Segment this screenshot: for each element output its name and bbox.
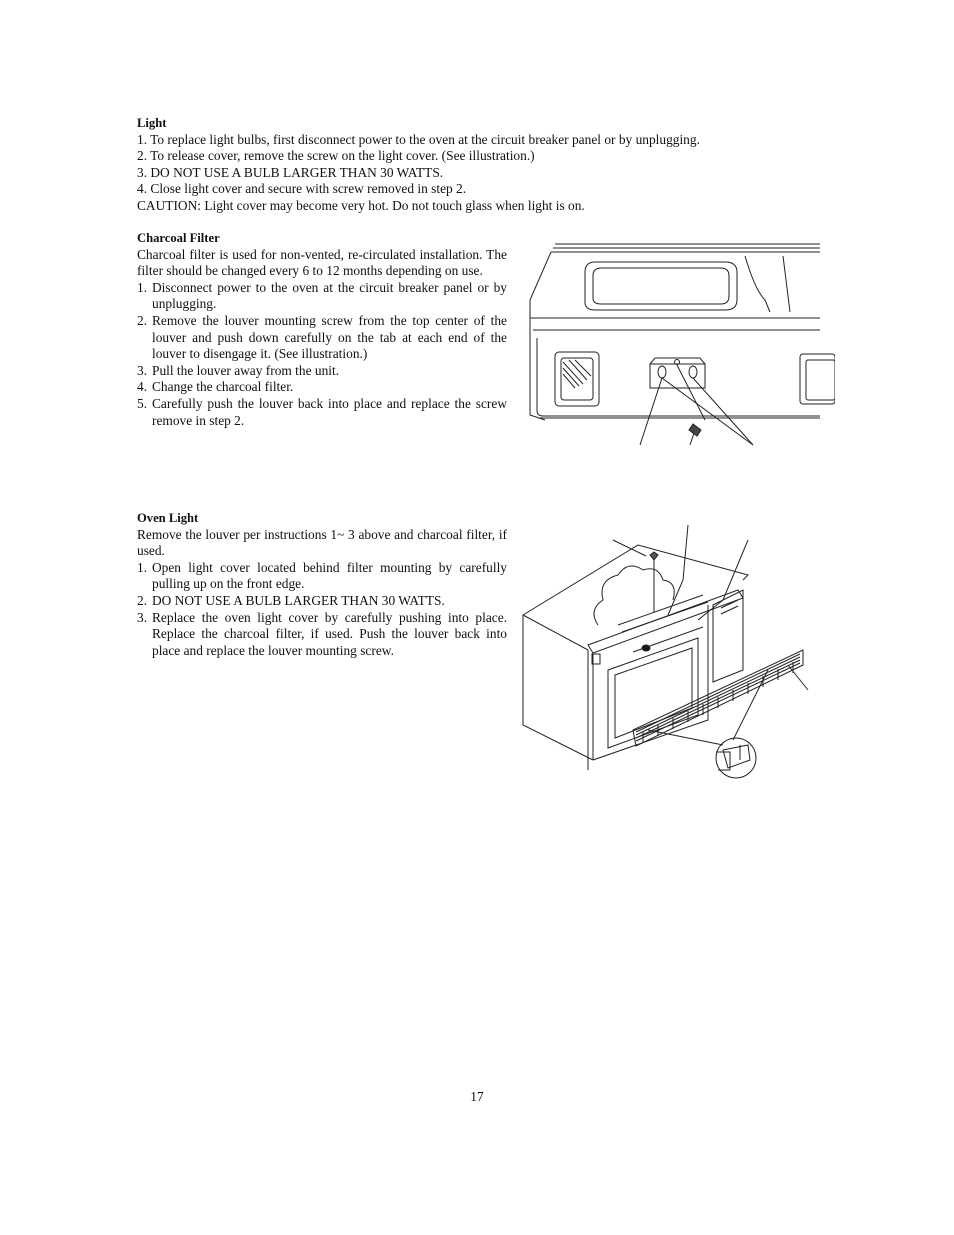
charcoal-step (137, 396, 507, 429)
charcoal-step (137, 379, 507, 396)
charcoal-step (137, 280, 507, 313)
oven-light-step (137, 610, 507, 660)
charcoal-heading: Charcoal Filter (137, 231, 220, 245)
oven-light-step (137, 593, 507, 610)
charcoal-intro: Charcoal filter is used for non-vented, re-circulated installation. The filter should be changed every 6 to 12 months depending on use. (137, 246, 507, 279)
light-caution: CAUTION: Light cover may become very hot. Do not touch glass when light is on. (137, 197, 585, 213)
step-text: Disconnect power to the oven at the circuit breaker panel or by unplugging. (152, 279, 507, 312)
step-text: Pull the louver away from the unit. (152, 362, 340, 378)
charcoal-step (137, 363, 507, 380)
step-number: 2. (137, 592, 148, 608)
oven-light-intro: Remove the louver per instructions 1~ 3 above and charcoal filter, if used. (137, 526, 507, 559)
step-number: 4. (137, 379, 148, 395)
light-step-1: 1. To replace light bulbs, first disconnect power to the oven at the circuit breaker panel or by unplugging. (137, 131, 700, 147)
step-text: Carefully push the louver back into place and replace the screw remove in step 2. (152, 395, 507, 428)
step-number: 1. (137, 279, 148, 295)
step-number: 5. (137, 395, 148, 411)
oven-light-illustration (518, 520, 813, 785)
charcoal-filter-section (137, 230, 507, 429)
oven-light-heading: Oven Light (137, 511, 199, 525)
light-section (137, 115, 837, 215)
step-text: DO NOT USE A BULB LARGER THAN 30 WATTS. (152, 592, 445, 608)
light-step-2: 2. To release cover, remove the screw on the light cover. (See illustration.) (137, 148, 535, 164)
step-text: Replace the oven light cover by carefully pushing into place. Replace the charcoal filter, if used. Push the louver back into place and replace the louver mounting screw. (152, 609, 507, 658)
louver-illustration (525, 240, 835, 450)
page-number: 17 (470, 1089, 484, 1104)
step-text: Change the charcoal filter. (152, 379, 294, 395)
light-step-4: 4. Close light cover and secure with screw removed in step 2. (137, 181, 467, 197)
light-heading: Light (137, 116, 167, 130)
step-text: Remove the louver mounting screw from the top center of the louver and push down carefully on the tab at each end of the louver to disengage it. (See illustration.) (152, 312, 507, 362)
step-number: 1. (137, 559, 148, 575)
charcoal-step (137, 313, 507, 363)
light-step-3: 3. DO NOT USE A BULB LARGER THAN 30 WATTS. (137, 164, 444, 180)
oven-light-step (137, 560, 507, 593)
step-text: Open light cover located behind filter mounting by carefully pulling up on the front edge. (152, 559, 507, 592)
step-number: 2. (137, 312, 148, 328)
step-number: 3. (137, 609, 148, 625)
oven-light-section (137, 510, 507, 659)
step-number: 3. (137, 362, 148, 378)
